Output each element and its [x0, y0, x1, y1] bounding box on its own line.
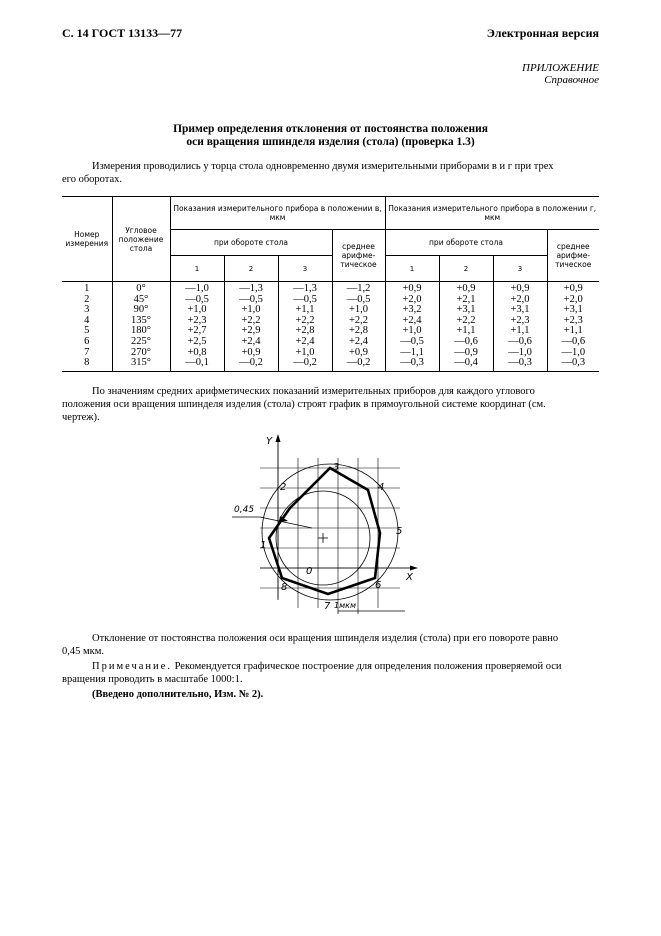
point-label-5: 5 [396, 526, 403, 537]
header-angle: Угловое положение стола [112, 197, 170, 282]
polar-deviation-drawing [220, 430, 420, 615]
cell-v2-1: —1,3 [239, 283, 263, 294]
appendix-type: Справочное [544, 74, 599, 86]
cell-gavg-3: +3,1 [563, 304, 583, 316]
para2-line-3: чертеж). [62, 412, 100, 423]
intro-paragraph [62, 160, 599, 186]
x-axis-label: X [406, 572, 413, 583]
section-title [62, 123, 599, 149]
header-num: Номер измерения [62, 197, 112, 282]
cell-gavg-2: +2,0 [563, 293, 583, 305]
col-v1 [170, 282, 224, 372]
cell-gavg-8: —0,3 [561, 357, 586, 369]
col-gavg [547, 282, 599, 372]
page-header-right: Электронная версия [486, 26, 599, 40]
cell-g2-1: +0,9 [456, 283, 476, 294]
cell-v1-3: +1,0 [187, 304, 207, 316]
cell-v1-2: —0,5 [185, 293, 209, 305]
cell-num-7: 7 [84, 346, 90, 358]
paragraph-graph [62, 385, 599, 424]
cell-vavg-4: +2,2 [348, 314, 369, 326]
point-label-1: 1 [260, 540, 267, 551]
cell-v3-6: +2,4 [295, 335, 315, 347]
cell-angle-6: 225° [131, 335, 151, 347]
cell-g2-8: —0,4 [454, 357, 478, 369]
col-g3 [493, 282, 547, 372]
cell-v2-4: +2,2 [241, 314, 261, 326]
cell-v3-4: +2,2 [295, 314, 315, 326]
cell-num-1: 1 [84, 283, 90, 294]
cell-v3-2: —0,5 [293, 293, 317, 305]
cell-vavg-7: +0,9 [348, 346, 369, 358]
cell-g1-5: +1,0 [402, 325, 422, 337]
cell-v3-7: +1,0 [295, 346, 315, 358]
dim-label: 0,45 [234, 505, 255, 515]
scale-label: 1мкм [334, 601, 356, 610]
para3-line-2: 0,45 мкм. [62, 646, 105, 657]
col-v3 [278, 282, 332, 372]
cell-num-6: 6 [84, 335, 90, 347]
col-v2 [224, 282, 278, 372]
cell-g2-7: —0,9 [454, 346, 478, 358]
col-g2 [439, 282, 493, 372]
para3-line-1: Отклонение от постоянства положения оси вращения шпинделя изделия (стола) при его повороте равно [92, 633, 559, 644]
cell-vavg-6: +2,4 [348, 335, 369, 347]
appendix-block [522, 62, 599, 86]
col-angle [112, 282, 170, 372]
cell-g2-6: —0,6 [454, 335, 478, 347]
note-text-2: вращения проводить в масштабе 1000:1. [62, 674, 243, 685]
cell-vavg-3: +1,0 [348, 304, 369, 316]
cell-g3-7: —1,0 [508, 346, 532, 358]
paragraph-result [62, 632, 599, 658]
col-vavg [332, 282, 385, 372]
cell-g1-1: +0,9 [402, 283, 422, 294]
cell-angle-5: 180° [131, 325, 151, 337]
cell-vavg-5: +2,8 [348, 325, 369, 337]
amendment-paragraph [62, 688, 599, 701]
cell-num-2: 2 [84, 293, 90, 305]
page-header-left: С. 14 ГОСТ 13133—77 [62, 26, 183, 40]
cell-num-5: 5 [84, 325, 90, 337]
cell-v2-5: +2,9 [241, 325, 261, 337]
cell-vavg-8: —0,2 [346, 357, 371, 369]
cell-v2-7: +0,9 [241, 346, 261, 358]
cell-angle-1: 0° [136, 283, 146, 294]
point-label-6: 6 [375, 580, 382, 591]
cell-v3-5: +2,8 [295, 325, 315, 337]
cell-vavg-1: —1,2 [346, 283, 371, 294]
cell-gavg-6: —0,6 [561, 335, 586, 347]
origin-label: 0 [306, 566, 313, 577]
point-label-8: 8 [281, 582, 288, 593]
cell-v1-5: +2,7 [187, 325, 207, 337]
para2-line-2: положения оси вращения шпинделя изделия (стола) строят график в прямоугольной системе координат (см. [62, 399, 546, 410]
appendix-label: ПРИЛОЖЕНИЕ [522, 62, 599, 74]
cell-g3-6: —0,6 [508, 335, 532, 347]
cell-v1-1: —1,0 [185, 283, 209, 294]
cell-g3-3: +3,1 [510, 304, 530, 316]
col-g1 [385, 282, 439, 372]
cell-angle-4: 135° [131, 314, 151, 326]
cell-num-8: 8 [84, 357, 90, 369]
header-avg-v: среднее арифме-тическое [332, 230, 385, 282]
header-g-rev1: 1 [385, 256, 439, 282]
cell-g1-2: +2,0 [402, 293, 422, 305]
note-paragraph [62, 660, 599, 686]
cell-vavg-2: —0,5 [346, 293, 371, 305]
header-g-rev3: 3 [493, 256, 547, 282]
col-num [62, 282, 112, 372]
cell-v1-4: +2,3 [187, 314, 207, 326]
cell-v3-8: —0,2 [293, 357, 317, 369]
note-label: Примечание. [92, 661, 172, 672]
title-line-2: оси вращения шпинделя изделия (стола) (проверка 1.3) [186, 136, 475, 148]
cell-num-3: 3 [84, 304, 90, 316]
x-axis-arrow [410, 566, 418, 571]
point-label-2: 2 [280, 482, 287, 493]
y-axis-label: Y [266, 436, 273, 447]
cell-angle-7: 270° [131, 346, 151, 358]
header-rev-v: при обороте стола [170, 230, 332, 256]
dim-pointer-line [260, 517, 312, 528]
cell-gavg-1: +0,9 [563, 283, 583, 294]
cell-angle-8: 315° [131, 357, 151, 369]
point-label-7: 7 [324, 601, 331, 612]
cell-v1-7: +0,8 [187, 346, 207, 358]
amendment-text: (Введено дополнительно, Изм. № 2). [92, 689, 264, 700]
point-label-3: 3 [333, 462, 340, 473]
cell-g3-5: +1,1 [510, 325, 530, 337]
header-avg-g: среднее арифме-тическое [547, 230, 599, 282]
cell-g2-5: +1,1 [456, 325, 476, 337]
header-v-rev3: 3 [278, 256, 332, 282]
point-label-4: 4 [378, 482, 385, 493]
cell-g3-4: +2,3 [510, 314, 530, 326]
intro-line-2: его оборотах. [62, 174, 123, 185]
header-v-rev1: 1 [170, 256, 224, 282]
cell-v2-3: +1,0 [241, 304, 261, 316]
cell-g2-4: +2,2 [456, 314, 476, 326]
cell-v1-8: —0,1 [185, 357, 209, 369]
header-rev-g: при обороте стола [385, 230, 547, 256]
cell-v1-6: +2,5 [187, 335, 207, 347]
header-g-rev2: 2 [439, 256, 493, 282]
cell-v2-6: +2,4 [241, 335, 261, 347]
para2-line-1: По значениям средних арифметических показаний измерительных приборов для каждого углового [92, 386, 535, 397]
cell-gavg-7: —1,0 [561, 346, 586, 358]
measurement-table [62, 196, 599, 372]
cell-g3-8: —0,3 [508, 357, 532, 369]
cell-g1-3: +3,2 [402, 304, 422, 316]
cell-num-4: 4 [84, 314, 90, 326]
cell-g1-7: —1,1 [400, 346, 424, 358]
cell-angle-3: 90° [133, 304, 149, 316]
cell-g1-4: +2,4 [402, 314, 422, 326]
intro-line-1: Измерения проводились у торца стола одновременно двумя измерительными приборами в и г при трех [92, 161, 554, 172]
cell-g1-8: —0,3 [400, 357, 424, 369]
header-v-rev2: 2 [224, 256, 278, 282]
cell-v3-1: —1,3 [293, 283, 317, 294]
cell-g3-1: +0,9 [510, 283, 530, 294]
cell-g2-3: +3,1 [456, 304, 476, 316]
header-group-v: Показания измерительного прибора в положении в, мкм [170, 197, 385, 230]
note-text-1: Рекомендуется графическое построение для определения положения проверяемой оси [171, 661, 562, 672]
cell-g2-2: +2,1 [456, 293, 476, 305]
cell-v2-2: —0,5 [239, 293, 263, 305]
cell-g1-6: —0,5 [400, 335, 424, 347]
header-group-g: Показания измерительного прибора в положении г, мкм [385, 197, 599, 230]
cell-v3-3: +1,1 [295, 304, 315, 316]
title-line-1: Пример определения отклонения от постоянства положения [173, 123, 488, 135]
cell-v2-8: —0,2 [239, 357, 263, 369]
cell-gavg-4: +2,3 [563, 314, 583, 326]
y-axis-arrow [276, 434, 281, 442]
cell-angle-2: 45° [133, 293, 149, 305]
cell-g3-2: +2,0 [510, 293, 530, 305]
cell-gavg-5: +1,1 [563, 325, 583, 337]
